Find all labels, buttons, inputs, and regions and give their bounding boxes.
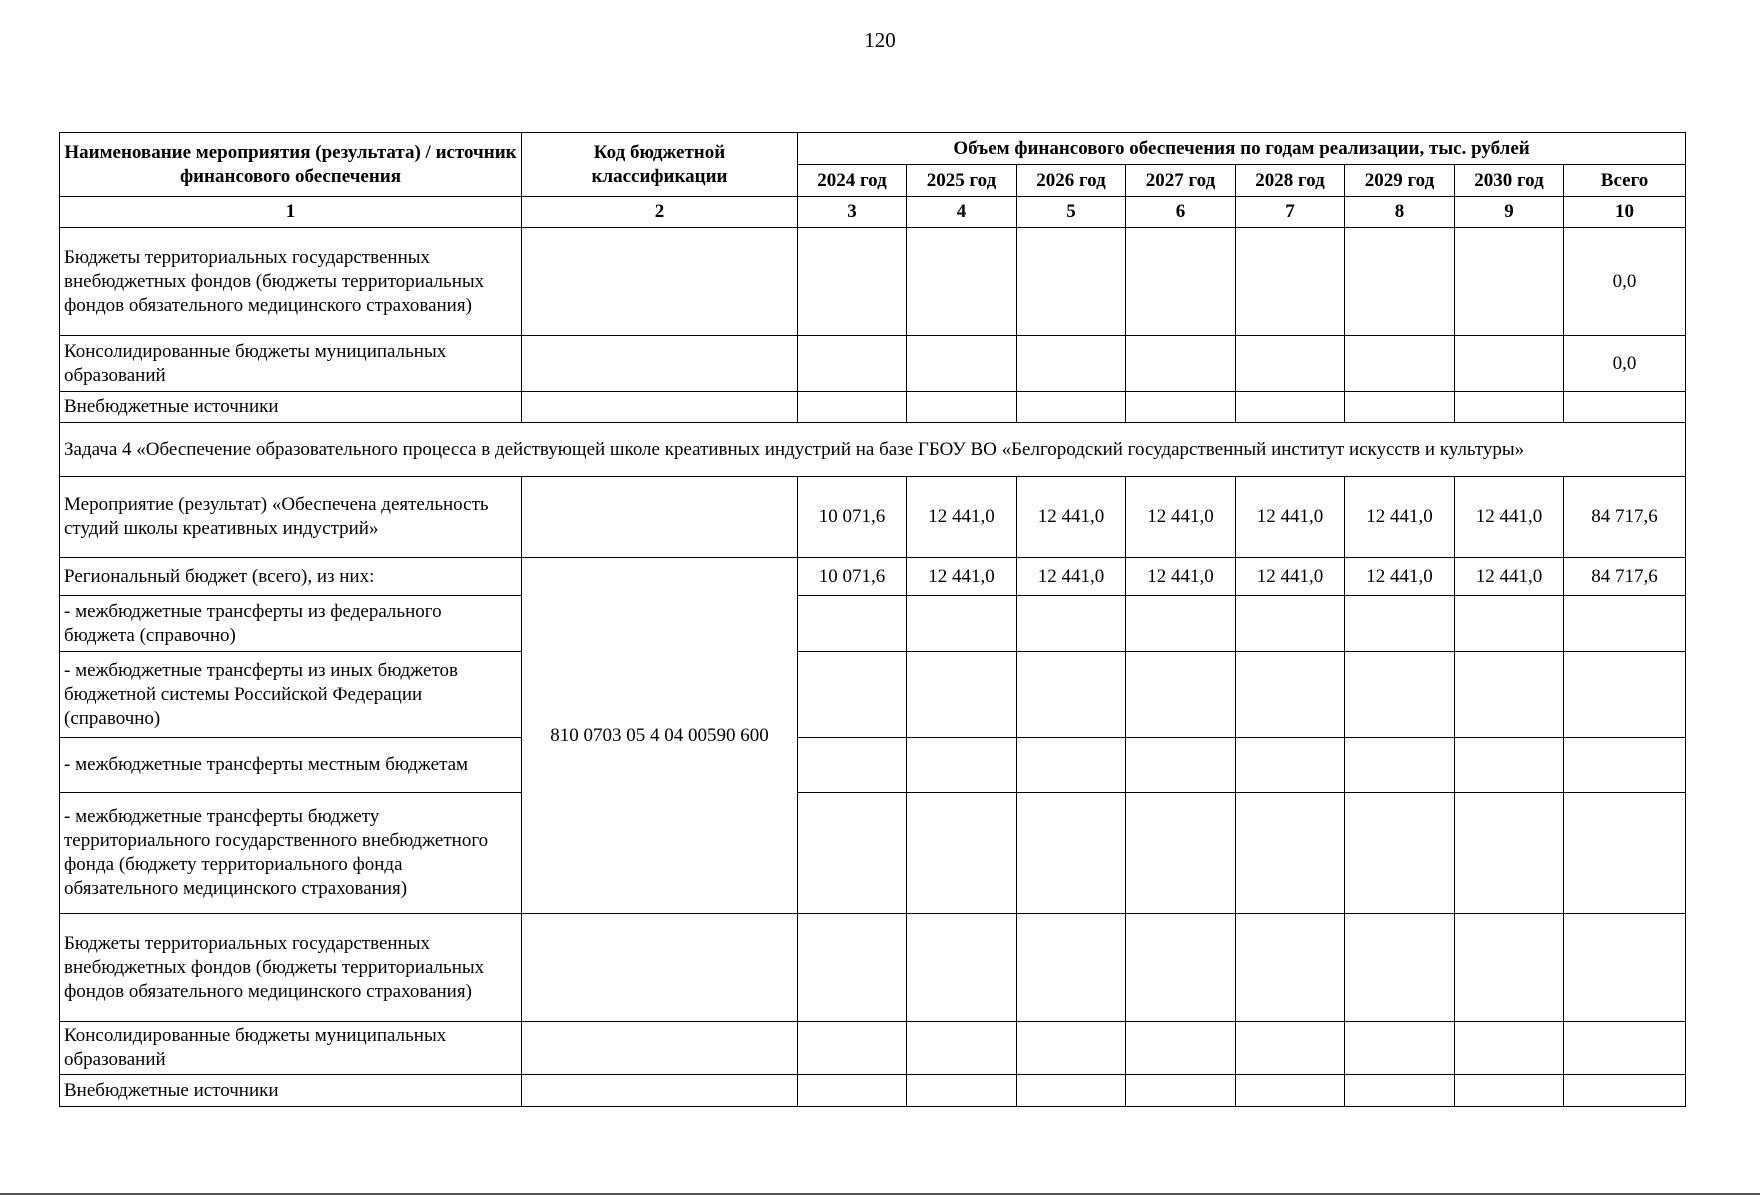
column-number: 10 [1564, 197, 1686, 228]
value-cell: 12 441,0 [1345, 477, 1455, 558]
column-number: 8 [1345, 197, 1455, 228]
header-code: Код бюджетной классификации [522, 133, 798, 197]
value-cell [798, 652, 907, 738]
value-cell [1236, 228, 1345, 336]
column-number: 2 [522, 197, 798, 228]
value-cell [1345, 914, 1455, 1022]
value-cell [907, 596, 1017, 652]
value-cell [1345, 228, 1455, 336]
header-total: Всего [1564, 165, 1686, 197]
column-numbers-row [60, 197, 1686, 228]
table-row [60, 392, 1686, 423]
table-row [60, 558, 1686, 596]
value-cell [1455, 336, 1564, 392]
value-cell [1455, 1022, 1564, 1075]
value-cell [1236, 596, 1345, 652]
value-total [1564, 392, 1686, 423]
value-cell [798, 1022, 907, 1075]
code-cell [522, 477, 798, 558]
row-name: Бюджеты территориальных государственных внебюджетных фондов (бюджеты территориальных фондов обязательного медицинского страхования) [60, 914, 522, 1022]
code-cell [522, 1022, 798, 1075]
value-cell: 12 441,0 [1345, 558, 1455, 596]
column-number: 9 [1455, 197, 1564, 228]
value-cell [798, 1075, 907, 1107]
value-cell [1345, 1022, 1455, 1075]
task-row [60, 423, 1686, 477]
value-cell [907, 228, 1017, 336]
value-cell [1017, 228, 1126, 336]
value-cell [1345, 336, 1455, 392]
column-number: 5 [1017, 197, 1126, 228]
value-cell [907, 793, 1017, 914]
row-name: Внебюджетные источники [60, 1075, 522, 1107]
table-row [60, 1022, 1686, 1075]
table-row [60, 228, 1686, 336]
header-year: 2028 год [1236, 165, 1345, 197]
value-total [1564, 596, 1686, 652]
value-cell [1236, 652, 1345, 738]
value-cell [907, 336, 1017, 392]
value-cell [1017, 652, 1126, 738]
value-cell: 12 441,0 [1455, 558, 1564, 596]
table-row [60, 652, 1686, 738]
header-name: Наименование мероприятия (результата) / источник финансового обеспечения [60, 133, 522, 197]
value-cell [1345, 738, 1455, 793]
value-total: 84 717,6 [1564, 558, 1686, 596]
value-cell: 12 441,0 [1017, 558, 1126, 596]
value-total [1564, 914, 1686, 1022]
value-total [1564, 652, 1686, 738]
value-cell [1455, 652, 1564, 738]
value-total [1564, 793, 1686, 914]
column-number: 3 [798, 197, 907, 228]
value-cell [907, 738, 1017, 793]
row-name: Бюджеты территориальных государственных внебюджетных фондов (бюджеты территориальных фондов обязательного медицинского страхования) [60, 228, 522, 336]
row-name: - межбюджетные трансферты из федерального бюджета (справочно) [60, 596, 522, 652]
header-year: 2024 год [798, 165, 907, 197]
value-cell [1236, 1075, 1345, 1107]
value-cell [1017, 1075, 1126, 1107]
value-cell: 12 441,0 [907, 558, 1017, 596]
row-name: - межбюджетные трансферты из иных бюджетов бюджетной системы Российской Федерации (справочно) [60, 652, 522, 738]
value-cell [1236, 793, 1345, 914]
value-cell: 10 071,6 [798, 477, 907, 558]
table-row [60, 914, 1686, 1022]
value-cell [1017, 336, 1126, 392]
value-total: 84 717,6 [1564, 477, 1686, 558]
value-cell [1455, 793, 1564, 914]
value-cell: 12 441,0 [1236, 558, 1345, 596]
financing-table [59, 132, 1686, 1107]
value-cell: 10 071,6 [798, 558, 907, 596]
value-cell [1345, 652, 1455, 738]
value-cell [1126, 738, 1236, 793]
value-cell [907, 1022, 1017, 1075]
value-cell [798, 793, 907, 914]
header-year: 2026 год [1017, 165, 1126, 197]
table-row [60, 738, 1686, 793]
row-name: Мероприятие (результат) «Обеспечена деятельность студий школы креативных индустрий» [60, 477, 522, 558]
value-cell [907, 652, 1017, 738]
value-cell [1017, 596, 1126, 652]
budget-code: 810 0703 05 4 04 00590 600 [522, 558, 798, 914]
value-cell: 12 441,0 [1126, 477, 1236, 558]
value-cell [1345, 392, 1455, 423]
value-cell [1455, 738, 1564, 793]
column-number: 1 [60, 197, 522, 228]
code-cell [522, 228, 798, 336]
value-cell [798, 914, 907, 1022]
page-number: 120 [864, 28, 896, 52]
value-cell [1017, 793, 1126, 914]
header-year: 2029 год [1345, 165, 1455, 197]
table-row [60, 596, 1686, 652]
value-cell [1455, 1075, 1564, 1107]
row-name: - межбюджетные трансферты бюджету территориального государственного внебюджетного фонда (бюджету территориального фонда обязательного медицинского страхования) [60, 793, 522, 914]
task-title: Задача 4 «Обеспечение образовательного процесса в действующей школе креативных индустрий на базе ГБОУ ВО «Белгородский государственный институт искусств и культуры» [60, 423, 1686, 477]
column-number: 6 [1126, 197, 1236, 228]
code-cell [522, 1075, 798, 1107]
value-cell [1236, 914, 1345, 1022]
value-cell: 12 441,0 [1236, 477, 1345, 558]
value-cell [798, 228, 907, 336]
table-row [60, 1075, 1686, 1107]
value-cell [1017, 914, 1126, 1022]
value-cell [1236, 738, 1345, 793]
value-cell [1126, 336, 1236, 392]
value-cell [1126, 392, 1236, 423]
code-cell [522, 392, 798, 423]
value-cell [1236, 392, 1345, 423]
value-cell: 12 441,0 [1017, 477, 1126, 558]
value-cell: 12 441,0 [907, 477, 1017, 558]
column-number: 4 [907, 197, 1017, 228]
value-total [1564, 738, 1686, 793]
value-total [1564, 1075, 1686, 1107]
row-name: Консолидированные бюджеты муниципальных образований [60, 1022, 522, 1075]
value-cell [1455, 228, 1564, 336]
value-cell [1345, 596, 1455, 652]
value-cell [1455, 392, 1564, 423]
code-cell [522, 914, 798, 1022]
column-number: 7 [1236, 197, 1345, 228]
header-volume: Объем финансового обеспечения по годам реализации, тыс. рублей [798, 133, 1686, 165]
row-name: - межбюджетные трансферты местным бюджетам [60, 738, 522, 793]
value-cell: 12 441,0 [1126, 558, 1236, 596]
value-total: 0,0 [1564, 228, 1686, 336]
value-cell [798, 336, 907, 392]
header-year: 2030 год [1455, 165, 1564, 197]
value-cell [798, 738, 907, 793]
value-cell [907, 914, 1017, 1022]
value-cell [1126, 914, 1236, 1022]
table-row [60, 477, 1686, 558]
value-cell [798, 392, 907, 423]
code-cell [522, 336, 798, 392]
value-cell [1455, 596, 1564, 652]
value-cell [907, 392, 1017, 423]
value-cell [1126, 1075, 1236, 1107]
value-total [1564, 1022, 1686, 1075]
value-cell [907, 1075, 1017, 1107]
value-cell [1236, 1022, 1345, 1075]
row-name: Консолидированные бюджеты муниципальных образований [60, 336, 522, 392]
value-cell [1126, 596, 1236, 652]
value-cell [1126, 1022, 1236, 1075]
header-year: 2025 год [907, 165, 1017, 197]
row-name: Внебюджетные источники [60, 392, 522, 423]
value-cell [1345, 793, 1455, 914]
value-cell [1126, 228, 1236, 336]
value-cell [1017, 738, 1126, 793]
value-cell: 12 441,0 [1455, 477, 1564, 558]
table-row [60, 793, 1686, 914]
value-cell [1017, 1022, 1126, 1075]
value-cell [1455, 914, 1564, 1022]
value-cell [1017, 392, 1126, 423]
table-row [60, 336, 1686, 392]
page-bottom-rule [0, 1193, 1760, 1195]
value-cell [1126, 793, 1236, 914]
value-total: 0,0 [1564, 336, 1686, 392]
value-cell [1236, 336, 1345, 392]
value-cell [1126, 652, 1236, 738]
value-cell [1345, 1075, 1455, 1107]
row-name: Региональный бюджет (всего), из них: [60, 558, 522, 596]
header-year: 2027 год [1126, 165, 1236, 197]
value-cell [798, 596, 907, 652]
